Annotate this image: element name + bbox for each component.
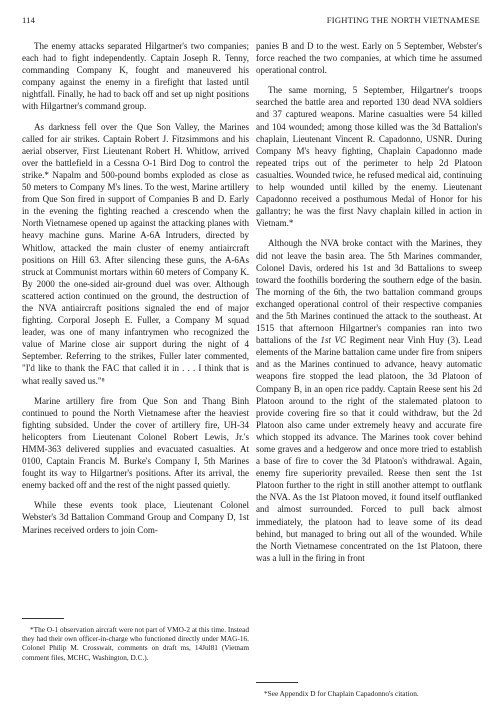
paragraph <box>256 237 482 564</box>
italic-unit-name: 1st VC <box>320 335 347 346</box>
running-title: FIGHTING THE NORTH VIETNAMESE <box>326 15 480 25</box>
footnote-text: *See Appendix D for Chaplain Capadonno's citation. <box>264 689 419 698</box>
paragraph: Marine artillery fire from Que Son and Thang Binh continued to pound the North Vietnamese after the heaviest fighting subsided. Under the cover of artillery fire, UH-34 helicopters from Lieutenant Colonel Robert Lewis, Jr.'s HMM-363 delivered supplies and evacuated casualties. At 0100, Captain Francis M. Burke's Company I, 5th Marines fought its way to Hilgartner's positions. After its arrival, the enemy backed off and the rest of the night passed quietly. <box>22 395 249 491</box>
footnote-text: *The O-1 observation aircraft were not part of VMO-2 at this time. Instead they had their own officer-in-charge who functioned directly under MAG-16. Colonel Philip M. Crosswait, comments on draft ms, 14Jul81 (Vietnam comment files, MCHC, Washington, D.C.). <box>22 625 249 662</box>
paragraph: As darkness fell over the Que Son Valley, the Marines called for air strikes. Captain Robert J. Fitzsimmons and his aerial observer, First Lieutenant Robert H. Whitlow, arrived over the battlefield in a Cessna O-1 Bird Dog to control the strike.* Napalm and 500-pound bombs exploded as close as 50 meters to Company M's lines. To the west, Marine artillery from Que Son fired in support of Companies B and D. Early in the evening the fighting reached a crescendo when the North Vietnamese opened up against the attacking planes with heavy machine guns. Marine A-6A Intruders, directed by Whitlow, attacked the main cluster of enemy antiaircraft positions on Hill 63. After silencing these guns, the A-6As struck at Communist mortars within 60 meters of Company K. By 2000 the one-sided air-ground duel was over. Although scattered action continued on the ground, the destruction of the NVA antiaircraft positions signaled the end of major fighting. Corporal Joseph E. Fuller, a Company M squad leader, was one of many infantrymen who recognized the value of Marine close air support during the night of 4 September. Referring to the strikes, Fuller later commented, "I'd like to thank the FAC that called it in . . . I think that is what really saved us."⁸ <box>22 121 249 386</box>
paragraph-continuation: panies B and D to the west. Early on 5 September, Webster's force reached the two companies, at which time he assumed operational control. <box>256 41 482 76</box>
footnote-left <box>22 625 249 662</box>
page-number: 114 <box>22 15 36 25</box>
paragraph: While these events took place, Lieutenant Colonel Webster's 3d Battalion Command Group and Company D, 1st Marines received orders to join Com- <box>22 500 249 535</box>
footnote-right <box>256 689 482 698</box>
paragraph: The enemy attacks separated Hilgartner's two companies; each had to fight independently. Captain Joseph R. Tenny, commanding Company K, fought and maneuvered his company against the enemy in a firefight that lasted until nightfall. Finally, he had to back off and set up night positions with Hilgartner's command group. <box>22 41 249 112</box>
left-column <box>22 40 249 544</box>
paragraph-text: Regiment near Vinh Huy (3). Lead elements of the Marine battalion came under fire from snipers and as the Marines continued to advance, heavy automatic weapons fire stopped the lead platoon, the 3d Platoon of Company B, in an open rice paddy. Captain Reese sent his 2d Platoon around to the right of the stalemated platoon to provide covering fire so that it could withdraw, but the 2d Platoon also came under extremely heavy and accurate fire which stopped its advance. The Marines took cover behind some graves and a hedgerow and once more tried to establish a base of fire to cover the 3d Platoon's withdrawal. Again, enemy fire superiority prevailed. Reese then sent the 1st Platoon further to the right in still another attempt to outflank the NVA. As the 1st Platoon moved, it found itself outflanked and almost surrounded. Forced to pull back almost immediately, the platoon had to leave some of its dead behind, but managed to bring out all of the wounded. While the North Vietnamese concentrated on the 1st Platoon, there was a lull in the firing in front <box>256 335 482 563</box>
right-column <box>256 40 482 572</box>
footnote-rule <box>22 618 64 619</box>
paragraph: The same morning, 5 September, Hilgartner's troops searched the battle area and reported 130 dead NVA soldiers and 37 captured weapons. Marine casualties were 54 killed and 104 wounded; among those killed was the 3d Battalion's chaplain, Lieutenant Vincent R. Capadonno, USNR. During Company M's heavy fighting, Chaplain Capadonno made repeated trips out of the perimeter to help 2d Platoon casualties. Wounded twice, he refused medical aid, continuing to help wounded until killed by the enemy. Lieutenant Capadonno received a posthumous Medal of Honor for his gallantry; he was the first Navy chaplain killed in action in Vietnam.* <box>256 85 482 229</box>
running-header <box>22 15 480 29</box>
paragraph-text: Although the NVA broke contact with the Marines, they did not leave the basin area. The 5th Marines commander, Colonel Davis, ordered his 1st and 3d Battalions to sweep toward the foothills bordering the southern edge of the basin. The morning of the 6th, the two battalion command groups exchanged operational control of their respective companies and the 5th Marines continued the attack to the southeast. At 1515 that afternoon Hilgartner's companies ran into two battalions of the <box>256 238 482 346</box>
footnote-rule <box>256 682 298 683</box>
